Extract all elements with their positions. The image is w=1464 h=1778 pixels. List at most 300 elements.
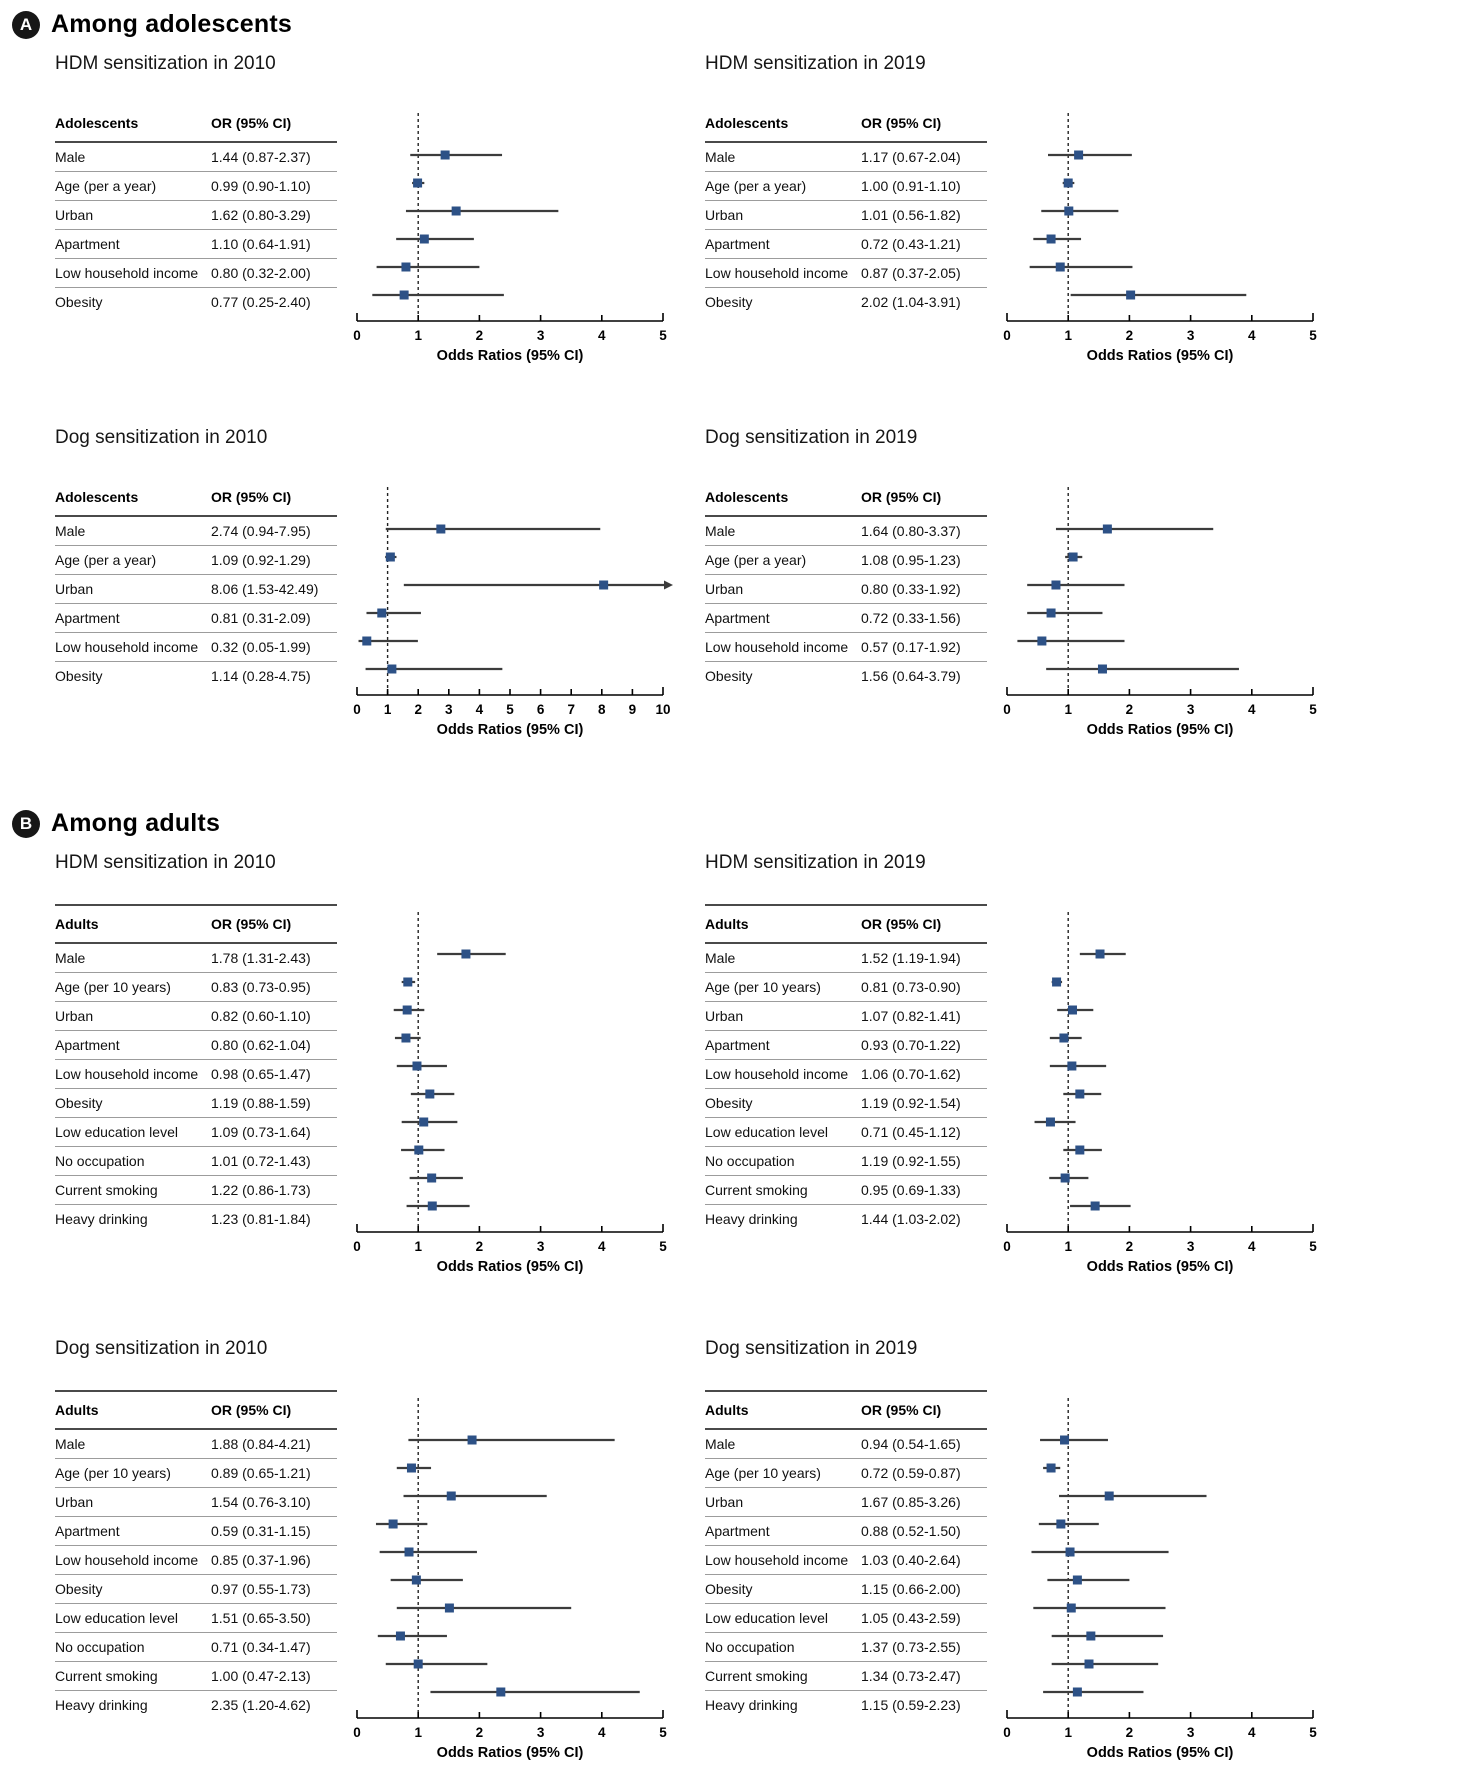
panel-b-grid	[55, 852, 1464, 1778]
or-marker	[1064, 207, 1073, 216]
or-marker	[403, 978, 412, 987]
table-row	[705, 1002, 987, 1031]
x-tick-label: 4	[1248, 1239, 1256, 1254]
row-label: Male	[55, 523, 86, 539]
x-tick-label: 2	[475, 1239, 484, 1254]
x-tick-label: 0	[1003, 328, 1011, 343]
row-or-value: 1.09 (0.92-1.29)	[211, 546, 337, 575]
table-row	[55, 201, 337, 230]
row-or-value: 1.01 (0.56-1.82)	[861, 201, 987, 230]
x-tick-label: 1	[1064, 702, 1072, 717]
row-or-value: 0.72 (0.43-1.21)	[861, 230, 987, 259]
row-label: Low household income	[705, 1060, 861, 1089]
row-or-value: 0.72 (0.59-0.87)	[861, 1459, 987, 1488]
x-axis-title: Odds Ratios (95% CI)	[436, 722, 584, 738]
x-tick-label: 3	[1186, 1239, 1195, 1254]
x-tick-label: 4	[598, 1239, 606, 1254]
x-axis-title: Odds Ratios (95% CI)	[436, 1745, 584, 1761]
table-row	[55, 604, 337, 633]
table-or-header: OR (95% CI)	[861, 1391, 987, 1429]
row-label: Apartment	[705, 1031, 861, 1060]
row-label: No occupation	[55, 1633, 211, 1662]
subplot-figure	[705, 479, 1317, 755]
row-or-value: 2.02 (1.04-3.91)	[861, 288, 987, 317]
or-table	[705, 1390, 987, 1719]
table-row	[55, 1031, 337, 1060]
or-marker	[401, 263, 410, 272]
x-tick-label: 5	[1309, 1239, 1317, 1254]
row-or-value: 0.81 (0.31-2.09)	[211, 604, 337, 633]
row-label: Low household income	[705, 259, 861, 288]
subplot-dog-sensitization-in-2010-b	[55, 1338, 667, 1778]
row-label: Current smoking	[55, 1176, 211, 1205]
table-row	[55, 1002, 337, 1031]
or-marker	[441, 151, 450, 160]
row-label: Age (per a year)	[55, 546, 211, 575]
row-label: Urban	[55, 575, 211, 604]
row-label: Apartment	[705, 230, 861, 259]
row-or-value: 1.17 (0.67-2.04)	[861, 149, 961, 165]
x-tick-label: 10	[655, 702, 671, 717]
row-or-value: 0.77 (0.25-2.40)	[211, 288, 337, 317]
table-row	[705, 546, 987, 575]
subplot-title: Dog sensitization in 2019	[705, 427, 918, 448]
table-row	[705, 1176, 987, 1205]
x-tick-label: 5	[1309, 702, 1317, 717]
row-label: Apartment	[55, 1517, 211, 1546]
row-or-value: 1.52 (1.19-1.94)	[861, 950, 961, 966]
row-label: Age (per a year)	[55, 172, 211, 201]
row-or-value: 1.22 (0.86-1.73)	[211, 1176, 337, 1205]
table-row	[55, 230, 337, 259]
subplot-figure	[705, 1390, 1317, 1778]
table-row	[55, 943, 337, 973]
or-marker	[1069, 553, 1078, 562]
subplot-hdm-sensitization-in-2010-b	[55, 852, 667, 1292]
or-marker	[599, 581, 608, 590]
table-row	[705, 604, 987, 633]
x-tick-label: 2	[475, 328, 484, 343]
row-label: Urban	[55, 201, 211, 230]
table-row	[705, 1089, 987, 1118]
table-or-header: OR (95% CI)	[861, 105, 987, 142]
or-marker	[1067, 1062, 1076, 1071]
row-or-value: 1.01 (0.72-1.43)	[211, 1147, 337, 1176]
or-marker	[413, 179, 422, 188]
subplot-figure	[55, 1390, 667, 1778]
table-row	[55, 1118, 337, 1147]
table-or-header: OR (95% CI)	[211, 479, 337, 516]
row-or-value: 0.94 (0.54-1.65)	[861, 1436, 961, 1452]
row-label: Low household income	[55, 1546, 211, 1575]
row-or-value: 1.14 (0.28-4.75)	[211, 662, 337, 691]
row-label: Low household income	[55, 1060, 211, 1089]
row-or-value: 1.15 (0.66-2.00)	[861, 1575, 987, 1604]
or-marker	[1064, 179, 1073, 188]
row-or-value: 1.64 (0.80-3.37)	[861, 523, 961, 539]
x-tick-label: 4	[1248, 1725, 1256, 1740]
or-table	[705, 479, 987, 690]
row-label: Male	[705, 1436, 736, 1452]
or-marker	[1052, 978, 1061, 987]
panel-b-badge: B	[12, 810, 40, 838]
table-group-header: Adolescents	[705, 479, 861, 516]
or-marker	[403, 1006, 412, 1015]
or-marker	[1085, 1660, 1094, 1669]
table-row	[705, 259, 987, 288]
row-label: Obesity	[55, 288, 211, 317]
table-group-header: Adolescents	[705, 105, 861, 142]
or-table	[705, 105, 987, 316]
x-tick-label: 0	[353, 702, 361, 717]
row-or-value: 0.32 (0.05-1.99)	[211, 633, 337, 662]
row-label: Low education level	[705, 1118, 861, 1147]
x-tick-label: 1	[1064, 1239, 1072, 1254]
table-row	[705, 1546, 987, 1575]
subplot-figure	[705, 904, 1317, 1292]
row-or-value: 1.56 (0.64-3.79)	[861, 662, 987, 691]
or-marker	[468, 1436, 477, 1445]
or-marker	[1075, 1146, 1084, 1155]
table-group-header: Adults	[55, 905, 211, 943]
row-or-value: 0.98 (0.65-1.47)	[211, 1060, 337, 1089]
or-marker	[1074, 151, 1083, 160]
subplot-dog-sensitization-in-2010-a	[55, 427, 671, 755]
row-or-value: 1.15 (0.59-2.23)	[861, 1691, 987, 1720]
row-label: Heavy drinking	[55, 1205, 211, 1234]
row-label: Obesity	[55, 662, 211, 691]
row-or-value: 0.72 (0.33-1.56)	[861, 604, 987, 633]
row-label: Obesity	[55, 1089, 211, 1118]
row-label: Urban	[55, 1488, 211, 1517]
row-or-value: 1.34 (0.73-2.47)	[861, 1662, 987, 1691]
row-label: Apartment	[705, 1517, 861, 1546]
row-or-value: 1.51 (0.65-3.50)	[211, 1604, 337, 1633]
row-label: Low education level	[55, 1604, 211, 1633]
row-or-value: 1.19 (0.92-1.54)	[861, 1089, 987, 1118]
row-or-value: 1.03 (0.40-2.64)	[861, 1546, 987, 1575]
row-label: Male	[705, 523, 736, 539]
row-or-value: 1.00 (0.47-2.13)	[211, 1662, 337, 1691]
subplot-hdm-sensitization-in-2010-a	[55, 53, 667, 381]
or-marker	[1075, 1090, 1084, 1099]
row-label: Current smoking	[55, 1662, 211, 1691]
or-marker	[1047, 235, 1056, 244]
row-or-value: 1.07 (0.82-1.41)	[861, 1002, 987, 1031]
or-marker	[1046, 1118, 1055, 1127]
row-label: Low household income	[55, 633, 211, 662]
forest-plot	[993, 479, 1329, 755]
table-or-header: OR (95% CI)	[211, 105, 337, 142]
row-label: Urban	[705, 575, 861, 604]
row-or-value: 0.83 (0.73-0.95)	[211, 973, 337, 1002]
row-or-value: 1.67 (0.85-3.26)	[861, 1488, 987, 1517]
or-marker	[401, 1034, 410, 1043]
x-axis-title: Odds Ratios (95% CI)	[436, 1259, 584, 1275]
row-or-value: 0.93 (0.70-1.22)	[861, 1031, 987, 1060]
x-axis-title: Odds Ratios (95% CI)	[1086, 722, 1234, 738]
row-or-value: 1.62 (0.80-3.29)	[211, 201, 337, 230]
row-or-value: 1.78 (1.31-2.43)	[211, 950, 311, 966]
subplot-hdm-sensitization-in-2019-a	[705, 53, 1317, 381]
subplot-title: HDM sensitization in 2019	[705, 852, 926, 873]
or-marker	[407, 1464, 416, 1473]
row-or-value: 1.08 (0.95-1.23)	[861, 546, 987, 575]
table-row	[705, 633, 987, 662]
row-or-value: 0.59 (0.31-1.15)	[211, 1517, 337, 1546]
table-row	[705, 943, 987, 973]
x-tick-label: 7	[567, 702, 575, 717]
x-tick-label: 2	[1125, 1725, 1134, 1740]
or-marker	[425, 1090, 434, 1099]
x-tick-label: 4	[598, 1725, 606, 1740]
x-tick-label: 2	[475, 1725, 484, 1740]
or-marker	[428, 1202, 437, 1211]
row-label: Obesity	[55, 1575, 211, 1604]
row-or-value: 0.82 (0.60-1.10)	[211, 1002, 337, 1031]
x-tick-label: 5	[1309, 1725, 1317, 1740]
x-tick-label: 0	[353, 328, 361, 343]
row-label: Obesity	[705, 288, 861, 317]
x-axis-title: Odds Ratios (95% CI)	[1086, 348, 1234, 364]
subplot-figure	[55, 904, 667, 1292]
row-or-value: 1.10 (0.64-1.91)	[211, 230, 337, 259]
subplot-title: HDM sensitization in 2019	[705, 53, 926, 74]
table-row	[55, 142, 337, 172]
row-label: Male	[55, 1436, 86, 1452]
x-tick-label: 5	[659, 1239, 667, 1254]
x-axis-title: Odds Ratios (95% CI)	[1086, 1259, 1234, 1275]
table-row	[55, 1575, 337, 1604]
or-marker	[1091, 1202, 1100, 1211]
table-or-header: OR (95% CI)	[861, 479, 987, 516]
x-tick-label: 1	[1064, 328, 1072, 343]
x-tick-label: 4	[1248, 328, 1256, 343]
forest-plot	[993, 1390, 1329, 1778]
x-tick-label: 6	[536, 702, 545, 717]
x-axis-title: Odds Ratios (95% CI)	[436, 348, 584, 364]
row-label: Heavy drinking	[55, 1691, 211, 1720]
table-or-header: OR (95% CI)	[211, 1391, 337, 1429]
row-or-value: 0.57 (0.17-1.92)	[861, 633, 987, 662]
panel-a-title: Among adolescents	[51, 10, 292, 38]
table-row	[705, 1517, 987, 1546]
x-tick-label: 9	[628, 702, 637, 717]
row-label: Male	[705, 950, 736, 966]
row-or-value: 1.06 (0.70-1.62)	[861, 1060, 987, 1089]
table-row	[55, 633, 337, 662]
row-or-value: 0.81 (0.73-0.90)	[861, 973, 987, 1002]
table-row	[705, 1060, 987, 1089]
table-row	[55, 259, 337, 288]
table-row	[55, 1633, 337, 1662]
x-tick-label: 8	[598, 702, 606, 717]
table-group-header: Adolescents	[55, 479, 211, 516]
or-marker	[447, 1492, 456, 1501]
row-label: Low education level	[55, 1118, 211, 1147]
table-row	[705, 230, 987, 259]
subplot-figure	[705, 105, 1317, 381]
or-marker	[420, 235, 429, 244]
table-row	[705, 662, 987, 691]
x-tick-label: 1	[1064, 1725, 1072, 1740]
or-marker	[1105, 1492, 1114, 1501]
row-or-value: 0.95 (0.69-1.33)	[861, 1176, 987, 1205]
table-row	[705, 288, 987, 317]
row-label: Obesity	[705, 1089, 861, 1118]
table-row	[55, 1604, 337, 1633]
row-or-value: 1.54 (0.76-3.10)	[211, 1488, 337, 1517]
subplot-title: Dog sensitization in 2019	[705, 1338, 918, 1359]
panel-b-title: Among adults	[51, 809, 221, 837]
table-row	[705, 1147, 987, 1176]
forest-plot	[343, 904, 679, 1292]
table-row	[705, 1575, 987, 1604]
row-or-value: 1.19 (0.92-1.55)	[861, 1147, 987, 1176]
x-tick-label: 4	[475, 702, 484, 717]
or-marker	[1073, 1576, 1082, 1585]
or-marker	[461, 950, 470, 959]
row-label: Age (per 10 years)	[705, 1459, 861, 1488]
forest-plot	[993, 105, 1329, 381]
table-group-header: Adults	[705, 1391, 861, 1429]
table-row	[55, 288, 337, 317]
x-tick-label: 2	[1125, 702, 1134, 717]
or-marker	[1098, 665, 1107, 674]
or-table	[705, 904, 987, 1233]
row-label: Low household income	[55, 259, 211, 288]
x-tick-label: 3	[445, 702, 453, 717]
or-marker	[414, 1146, 423, 1155]
row-label: Male	[705, 149, 736, 165]
subplot-hdm-sensitization-in-2019-b	[705, 852, 1317, 1292]
table-row	[705, 973, 987, 1002]
or-marker	[1056, 263, 1065, 272]
or-marker	[387, 665, 396, 674]
table-row	[55, 662, 337, 691]
table-row	[55, 1662, 337, 1691]
table-group-header: Adolescents	[55, 105, 211, 142]
row-or-value: 0.89 (0.65-1.21)	[211, 1459, 337, 1488]
or-marker	[427, 1174, 436, 1183]
table-row	[55, 1205, 337, 1234]
x-tick-label: 3	[1186, 328, 1195, 343]
x-tick-label: 2	[1125, 328, 1134, 343]
row-label: No occupation	[705, 1633, 861, 1662]
row-label: No occupation	[55, 1147, 211, 1176]
x-tick-label: 4	[1248, 702, 1256, 717]
table-row	[55, 575, 337, 604]
row-or-value: 0.71 (0.45-1.12)	[861, 1118, 987, 1147]
row-label: Urban	[705, 201, 861, 230]
row-label: Obesity	[705, 1575, 861, 1604]
table-row	[705, 516, 987, 546]
table-row	[55, 1060, 337, 1089]
row-or-value: 0.80 (0.33-1.92)	[861, 575, 987, 604]
row-or-value: 8.06 (1.53-42.49)	[211, 575, 337, 604]
or-marker	[452, 207, 461, 216]
subplot-figure	[55, 479, 671, 755]
x-tick-label: 0	[1003, 1239, 1011, 1254]
row-label: Heavy drinking	[705, 1691, 861, 1720]
or-marker	[1060, 1436, 1069, 1445]
x-tick-label: 5	[659, 1725, 667, 1740]
row-or-value: 0.87 (0.37-2.05)	[861, 259, 987, 288]
row-or-value: 0.80 (0.62-1.04)	[211, 1031, 337, 1060]
row-or-value: 1.44 (0.87-2.37)	[211, 149, 311, 165]
table-row	[55, 1517, 337, 1546]
row-or-value: 0.97 (0.55-1.73)	[211, 1575, 337, 1604]
x-tick-label: 0	[1003, 1725, 1011, 1740]
x-tick-label: 0	[353, 1239, 361, 1254]
forest-plot	[343, 105, 679, 381]
row-label: Current smoking	[705, 1662, 861, 1691]
or-table	[55, 904, 337, 1233]
or-marker	[412, 1062, 421, 1071]
x-tick-label: 1	[383, 702, 392, 717]
or-marker	[362, 637, 371, 646]
or-marker	[1037, 637, 1046, 646]
subplot-title: HDM sensitization in 2010	[55, 53, 276, 74]
row-or-value: 0.71 (0.34-1.47)	[211, 1633, 337, 1662]
row-label: Apartment	[55, 230, 211, 259]
table-row	[705, 1633, 987, 1662]
x-tick-label: 3	[536, 1239, 545, 1254]
table-group-header: Adults	[705, 905, 861, 943]
subplot-title: Dog sensitization in 2010	[55, 427, 268, 448]
table-row	[705, 1459, 987, 1488]
x-axis-title: Odds Ratios (95% CI)	[1086, 1745, 1234, 1761]
row-label: Urban	[55, 1002, 211, 1031]
x-tick-label: 2	[1125, 1239, 1134, 1254]
or-marker	[1103, 525, 1112, 534]
x-tick-label: 1	[414, 328, 422, 343]
x-tick-label: 1	[414, 1239, 422, 1254]
row-label: Apartment	[705, 604, 861, 633]
x-tick-label: 3	[536, 328, 545, 343]
table-row	[705, 142, 987, 172]
or-table	[55, 105, 337, 316]
or-marker	[386, 553, 395, 562]
panel-adolescents	[12, 10, 1464, 755]
row-label: Obesity	[705, 662, 861, 691]
panel-a-header	[12, 10, 1464, 39]
or-marker	[1086, 1632, 1095, 1641]
row-or-value: 0.80 (0.32-2.00)	[211, 259, 337, 288]
subplot-dog-sensitization-in-2019-b	[705, 1338, 1317, 1778]
row-label: Male	[55, 149, 86, 165]
x-tick-label: 3	[1186, 1725, 1195, 1740]
table-row	[705, 1662, 987, 1691]
row-label: Heavy drinking	[705, 1205, 861, 1234]
x-tick-label: 5	[1309, 328, 1317, 343]
or-marker	[400, 291, 409, 300]
row-label: Apartment	[55, 604, 211, 633]
row-label: Low household income	[705, 633, 861, 662]
or-marker	[396, 1632, 405, 1641]
or-table	[55, 1390, 337, 1719]
table-row	[705, 1604, 987, 1633]
table-row	[705, 1118, 987, 1147]
or-marker	[1073, 1688, 1082, 1697]
subplot-title: HDM sensitization in 2010	[55, 852, 276, 873]
row-or-value: 1.00 (0.91-1.10)	[861, 172, 987, 201]
or-marker	[412, 1576, 421, 1585]
table-or-header: OR (95% CI)	[861, 905, 987, 943]
row-label: Age (per 10 years)	[55, 973, 211, 1002]
table-row	[705, 201, 987, 230]
or-marker	[377, 609, 386, 618]
